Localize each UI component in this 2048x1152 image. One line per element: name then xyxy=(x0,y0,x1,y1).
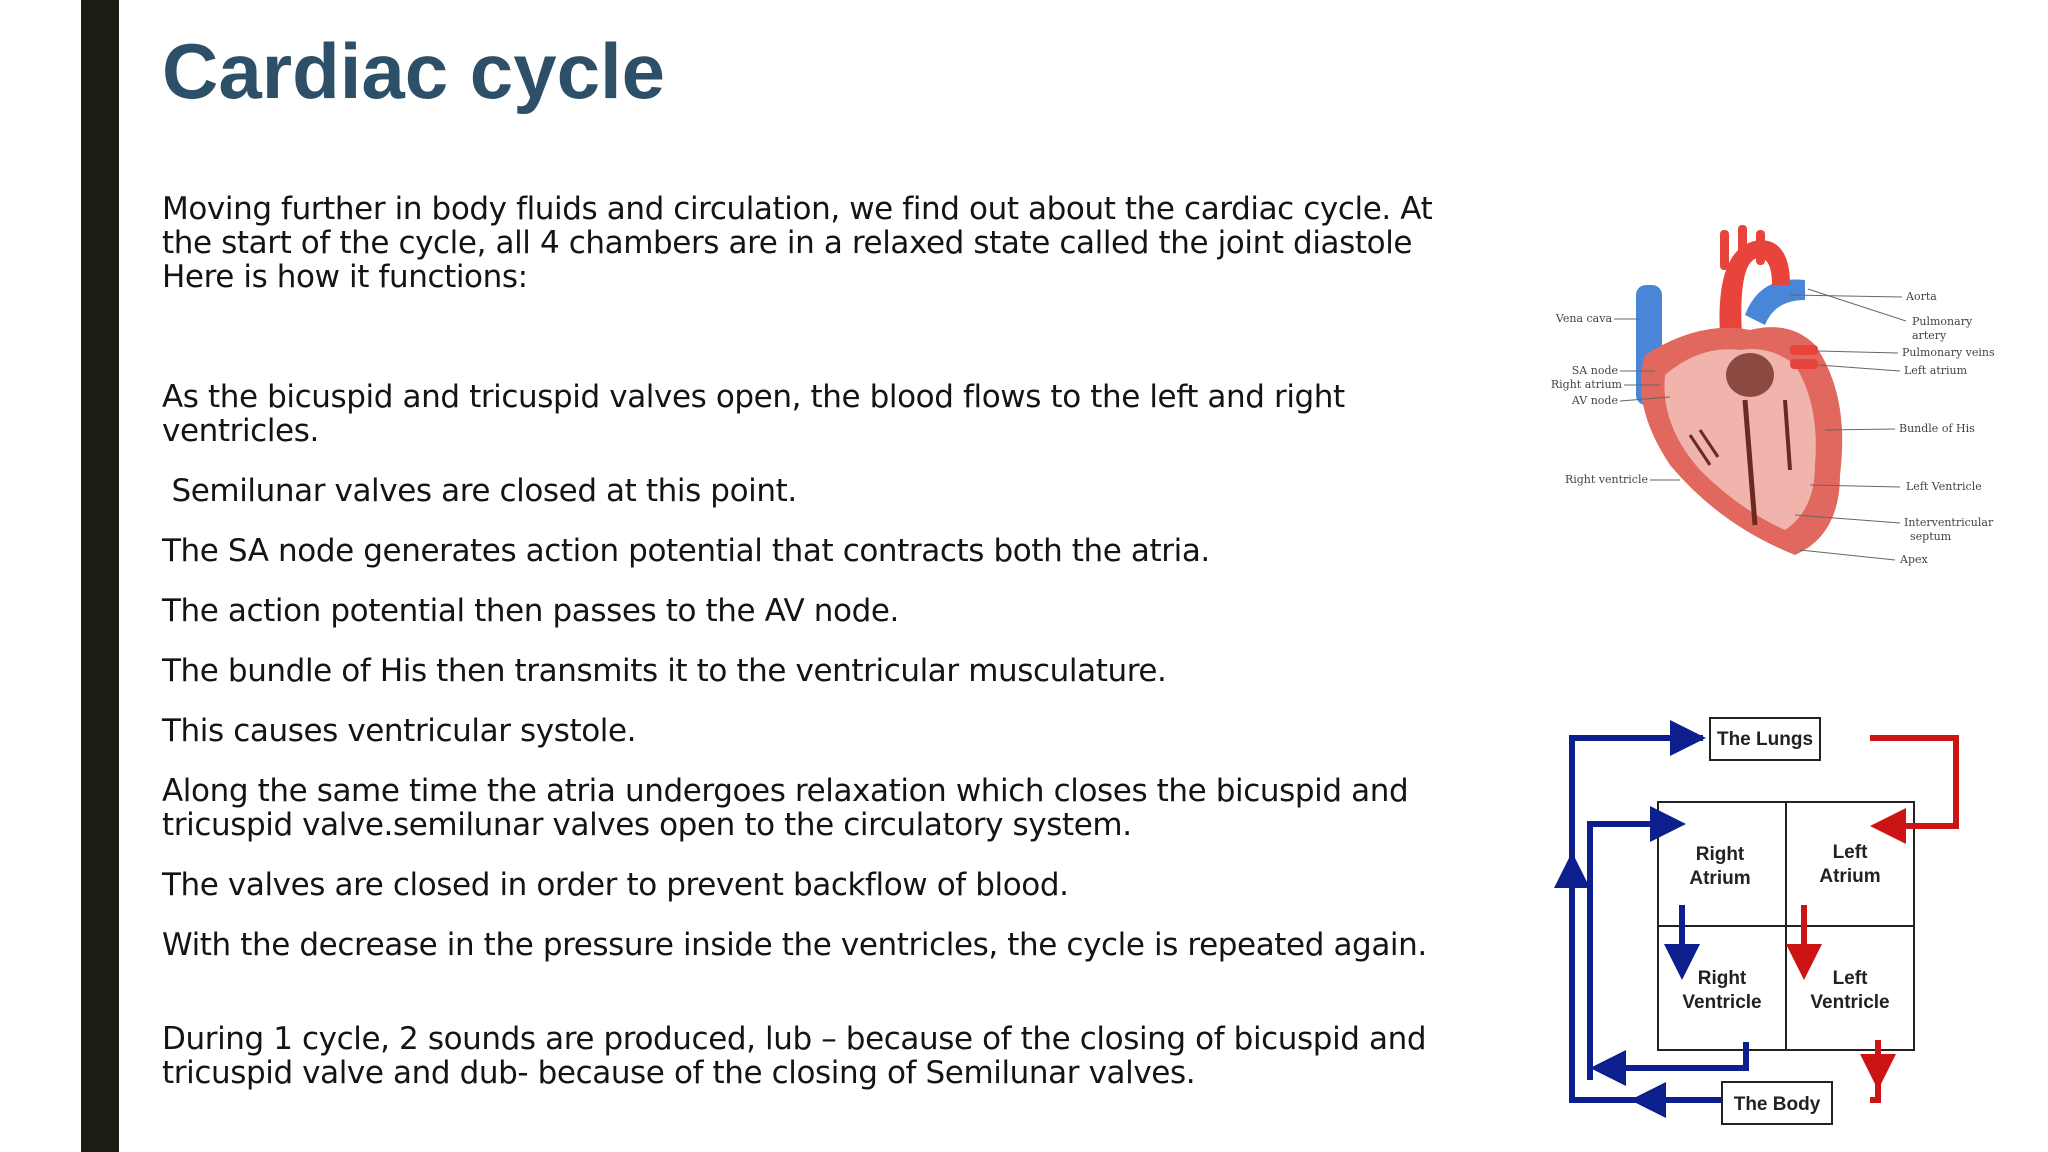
intro-line: Here is how it functions: xyxy=(162,259,528,294)
intro-paragraph xyxy=(162,192,1532,294)
circulation-flow-diagram xyxy=(1548,700,1988,1140)
step-line: Along the same time the atria undergoes relaxation which closes the bicuspid and xyxy=(162,773,1409,809)
intro-line: Moving further in body fluids and circulation, we find out about the cardiac cycle. At xyxy=(162,192,1433,227)
step-paragraph: This causes ventricular systole. xyxy=(162,713,637,749)
right-ventricle-label: Right ventricle xyxy=(1564,473,1648,486)
right-atrium-label: Right xyxy=(1695,844,1745,865)
step-paragraph: The action potential then passes to the AV node. xyxy=(162,593,899,629)
left-atrium-label: Left atrium xyxy=(1904,364,1968,377)
closing-paragraph xyxy=(162,1022,1532,1090)
intro-line: the start of the cycle, all 4 chambers are in a relaxed state called the joint diastole xyxy=(162,225,1413,261)
slide-title: Cardiac cycle xyxy=(162,27,666,115)
body-label: The Body xyxy=(1733,1094,1821,1115)
av-node-label: AV node xyxy=(1571,394,1618,407)
step-paragraph: The SA node generates action potential that contracts both the atria. xyxy=(162,533,1210,569)
step-paragraph xyxy=(162,380,1532,448)
step-paragraph: Semilunar valves are closed at this point. xyxy=(162,473,797,509)
left-ventricle-label: Left Ventricle xyxy=(1906,480,1982,493)
interventricular-septum-label: Interventricular xyxy=(1904,516,1994,529)
interventricular-septum-label: septum xyxy=(1910,530,1952,543)
step-line: tricuspid valve.semilunar valves open to the circulatory system. xyxy=(162,807,1132,843)
sa-node-label: SA node xyxy=(1571,364,1618,377)
pulmonary-veins-label: Pulmonary veins xyxy=(1902,346,1995,359)
pulmonary-artery-shape xyxy=(1745,279,1805,325)
right-ventricle-label: Ventricle xyxy=(1682,992,1762,1013)
closing-line: tricuspid valve and dub- because of the closing of Semilunar valves. xyxy=(162,1055,1196,1091)
right-atrium-label: Right atrium xyxy=(1550,378,1622,391)
step-line: As the bicuspid and tricuspid valves open, the blood flows to the left and right xyxy=(162,379,1345,415)
left-ventricle-label: Left xyxy=(1832,968,1868,989)
step-paragraph: With the decrease in the pressure inside the ventricles, the cycle is repeated again. xyxy=(162,927,1427,963)
bundle-of-his-label: Bundle of His xyxy=(1899,422,1975,435)
vena-cava-label: Vena cava xyxy=(1555,312,1612,325)
pulmonary-artery-label: artery xyxy=(1912,329,1947,342)
closing-line: During 1 cycle, 2 sounds are produced, lub – because of the closing of bicuspid and xyxy=(162,1021,1427,1057)
lungs-label: The Lungs xyxy=(1716,729,1814,750)
left-atrium-label: Atrium xyxy=(1819,866,1881,887)
pulmonary-artery-label: Pulmonary xyxy=(1912,315,1973,328)
right-atrium-label: Atrium xyxy=(1689,868,1751,889)
left-atrium-label: Left xyxy=(1832,842,1868,863)
step-paragraph: The bundle of His then transmits it to the ventricular musculature. xyxy=(162,653,1167,689)
heart-anatomy-diagram xyxy=(1550,225,2010,585)
left-atrium-shape xyxy=(1726,353,1774,397)
slide-accent-bar xyxy=(81,0,119,1152)
step-paragraph: The valves are closed in order to prevent backflow of blood. xyxy=(162,867,1069,903)
aorta-label: Aorta xyxy=(1906,290,1937,303)
apex-label: Apex xyxy=(1900,553,1928,566)
right-ventricle-label: Right xyxy=(1697,968,1747,989)
left-ventricle-label: Ventricle xyxy=(1810,992,1890,1013)
step-line: ventricles. xyxy=(162,413,319,449)
step-paragraph xyxy=(162,774,1532,842)
